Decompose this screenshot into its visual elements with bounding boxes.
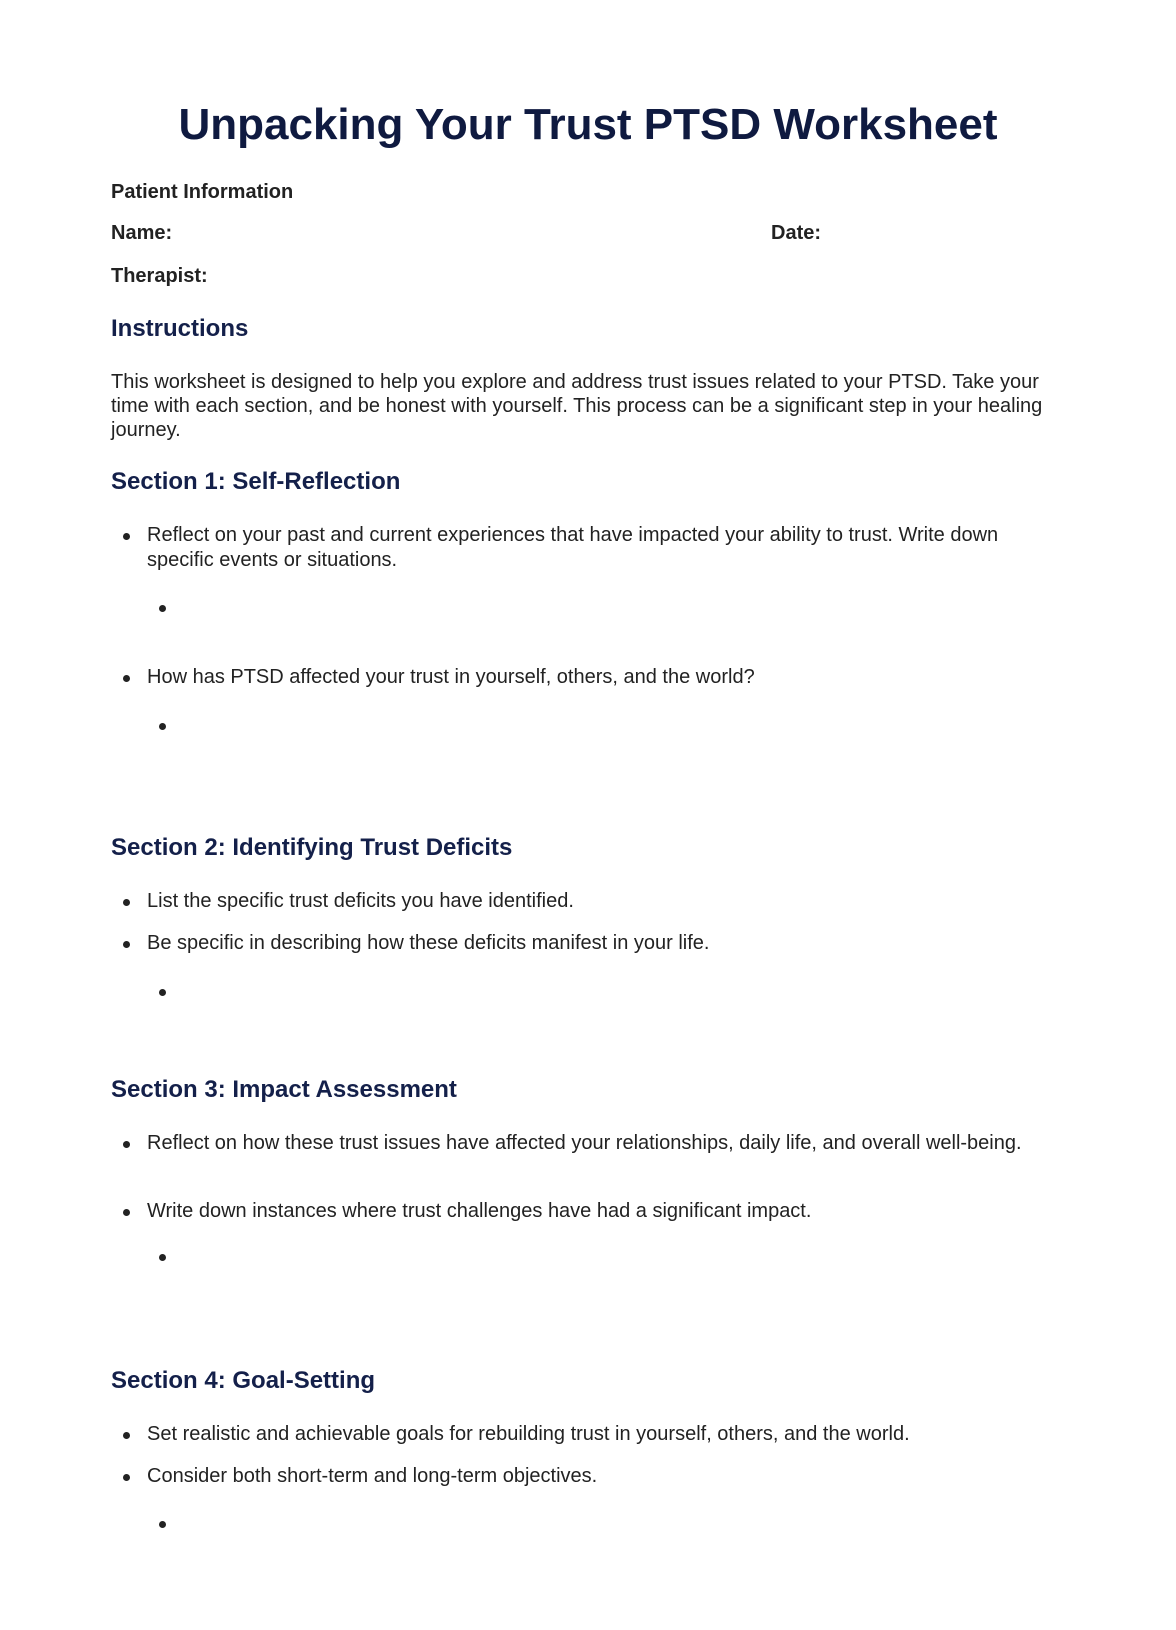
bullet-icon bbox=[123, 1474, 130, 1481]
list-item bbox=[147, 665, 1067, 690]
bullet-icon bbox=[123, 675, 130, 682]
section-4-heading: Section 4: Goal-Setting bbox=[111, 1367, 376, 1394]
bullet-icon bbox=[123, 1209, 130, 1216]
answer-bullet-icon bbox=[159, 723, 166, 730]
bullet-icon bbox=[123, 899, 130, 906]
bullet-icon bbox=[123, 1432, 130, 1439]
list-item-text: How has PTSD affected your trust in yourself, others, and the world? bbox=[147, 666, 755, 688]
instructions-text: This worksheet is designed to help you explore and address trust issues related to your PTSD. Take your time with each section, and be honest with yourself. This process can be a significant step in your healing journey. bbox=[111, 371, 1043, 441]
bullet-icon bbox=[123, 941, 130, 948]
list-item-text: Set realistic and achievable goals for rebuilding trust in yourself, others, and the world. bbox=[147, 1423, 910, 1445]
list-item bbox=[147, 931, 1067, 956]
list-item-text: Reflect on your past and current experiences that have impacted your ability to trust. Write down specific events or situations. bbox=[147, 524, 999, 571]
list-item-text: Be specific in describing how these deficits manifest in your life. bbox=[147, 932, 710, 954]
list-item bbox=[147, 889, 1067, 914]
name-label: Name: bbox=[111, 222, 173, 244]
section-1-heading: Section 1: Self-Reflection bbox=[111, 468, 401, 495]
section-2-heading: Section 2: Identifying Trust Deficits bbox=[111, 834, 513, 861]
section-3-heading: Section 3: Impact Assessment bbox=[111, 1076, 457, 1103]
list-item bbox=[147, 1199, 1067, 1224]
answer-bullet-icon bbox=[159, 1521, 166, 1528]
list-item-text: List the specific trust deficits you have identified. bbox=[147, 890, 574, 912]
list-item-text: Reflect on how these trust issues have affected your relationships, daily life, and overall well-being. bbox=[147, 1132, 1022, 1154]
therapist-label: Therapist: bbox=[111, 265, 208, 287]
page-title: Unpacking Your Trust PTSD Worksheet bbox=[178, 100, 998, 149]
answer-bullet-icon bbox=[159, 989, 166, 996]
patient-info-heading: Patient Information bbox=[111, 181, 294, 203]
list-item-text: Write down instances where trust challenges have had a significant impact. bbox=[147, 1200, 812, 1222]
bullet-icon bbox=[123, 1141, 130, 1148]
list-item bbox=[147, 1464, 1067, 1489]
answer-bullet-icon bbox=[159, 1254, 166, 1261]
list-item bbox=[147, 523, 1067, 572]
date-label: Date: bbox=[771, 222, 822, 244]
instructions-heading: Instructions bbox=[111, 315, 249, 342]
list-item bbox=[147, 1131, 1067, 1156]
list-item bbox=[147, 1422, 1067, 1447]
list-item-text: Consider both short-term and long-term objectives. bbox=[147, 1465, 598, 1487]
bullet-icon bbox=[123, 533, 130, 540]
answer-bullet-icon bbox=[159, 605, 166, 612]
